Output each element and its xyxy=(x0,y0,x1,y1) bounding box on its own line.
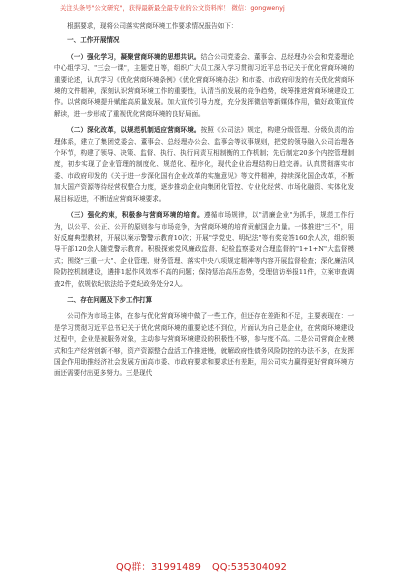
intro-paragraph: 根据要求，现将公司落实营商环境工作要求情况报告如下： xyxy=(67,22,238,30)
paragraph-3-body: 遵循市场规律，以"清廉企业"为抓手，规范工作行为，以公平、公正、公开的原则参与市场竞争，为营商环境的培育贡献国企力量。一体推进"三不"，用好反腐典型教材，开展以案示警警示教育10次；开展"学党史、明纪法"等有奖竞答160余人次，组织领导干部120余人随党警示教育。积极探索党风廉政监督、纪检监察委对合理监督的"1+1+N"大监督模式；围绕"三重一大"、企业管理、财务管理、落实中央八项规定精神等内容开展监督检查；深化廉洁风险防控机制建设，遴排1起作风效率不高的问题；保持惩治高压态势，受理信访举报11件，立案审查调查2件，依规依纪依法给予党纪政务处分2人。 xyxy=(54,211,354,288)
qq-group-number: QQ群：31991489 xyxy=(116,562,201,573)
paragraph-2 xyxy=(54,125,354,205)
paragraph-2-body: 按照《公司法》规定，构建分级管理、分级负责的治理体系，建立了集团党委会、董事会、总经理办公会、监事会等议事规则，把党的领导融入公司治理各个环节，构建了领导、决策、监督、执行、执行问责互相制衡的工作机制；先后制定20多个内控管理制度，初步实现了企业管理的制度化、规范化、程序化，现代企业治理结构日趋完善。认真贯彻落实市委、市政府印发的《关于进一步深化国有企业改革的实施意见》等文件精神，持续深化国企改革，不断加大国产资源等待经营权整合力度，逐步推动企业向集团化管控、专业化经营、市场化融资、实体化发展目标迈进，不断适应营商环境要求。 xyxy=(54,126,354,203)
paragraph-3 xyxy=(54,210,354,290)
header-banner: 关注头条号"公文研究"，获得最新最全最专业的公文资料库！ 微信：gongwenyj xyxy=(60,5,285,12)
paragraph-1 xyxy=(54,52,354,120)
paragraph-1-body: 结合公司党委会、董事会、总经理办公会和党委理论中心组学习、"三会一课"，主题党日等，组织广大员工深入学习贯彻习近平总书记关于优化营商环境的重要论述，认真学习《优化营商环境条例》《优化营商环境办法》和市委、市政府印发的有关优化营商环境的文件精神，深刻认识营商环境工作的重要性，认清当前发展的竞争趋势，统筹推进营商环境建设工作。以营商环境提升赋能高质量发展。加大宣传引导力度，充分发挥微信等新媒体作用，做好政策宣传解读，进一步形成了重视优化营商环境的良好局面。 xyxy=(54,52,354,118)
paragraph-3-lead: （三）强化约束，积极参与营商环境的培育。 xyxy=(67,211,204,220)
paragraph-1-lead: （一）强化学习，凝聚营商环境的思想共识。 xyxy=(67,52,201,61)
footer-contact xyxy=(0,560,408,576)
paragraph-4: 公司作为市场主体，在参与优化营商环境中做了一些工作，但还存在差距和不足，主要表现在：一是学习贯彻习近平总书记关于优化营商环境的重要论述不到位，片面认为自己是企业，在营商环境建设过程中，企业是被服务对象，主动参与营商环境建设的积极性不够，参与度不高。二是公司营商企业模式和生产经营创新不够，资产资源整合盘活工作推进慢，就解政府性债务风险防控的办法不多，在发挥国企作用助推经济社会发展方面高市委、市政府要求和要求还有差距，用公司实力赢得更好营商环境方面还需要付出更多努力。三是现代 xyxy=(54,312,354,378)
section-2-heading: 二、存在问题及下步工作打算 xyxy=(67,295,153,304)
document-body xyxy=(54,21,354,380)
qq-contact-number: QQ:535304092 xyxy=(212,562,287,573)
paragraph-2-lead: （二）深化改革，以规范机制适应营商环境。 xyxy=(67,126,201,135)
section-1-heading: 一、工作开展情况 xyxy=(67,36,120,45)
